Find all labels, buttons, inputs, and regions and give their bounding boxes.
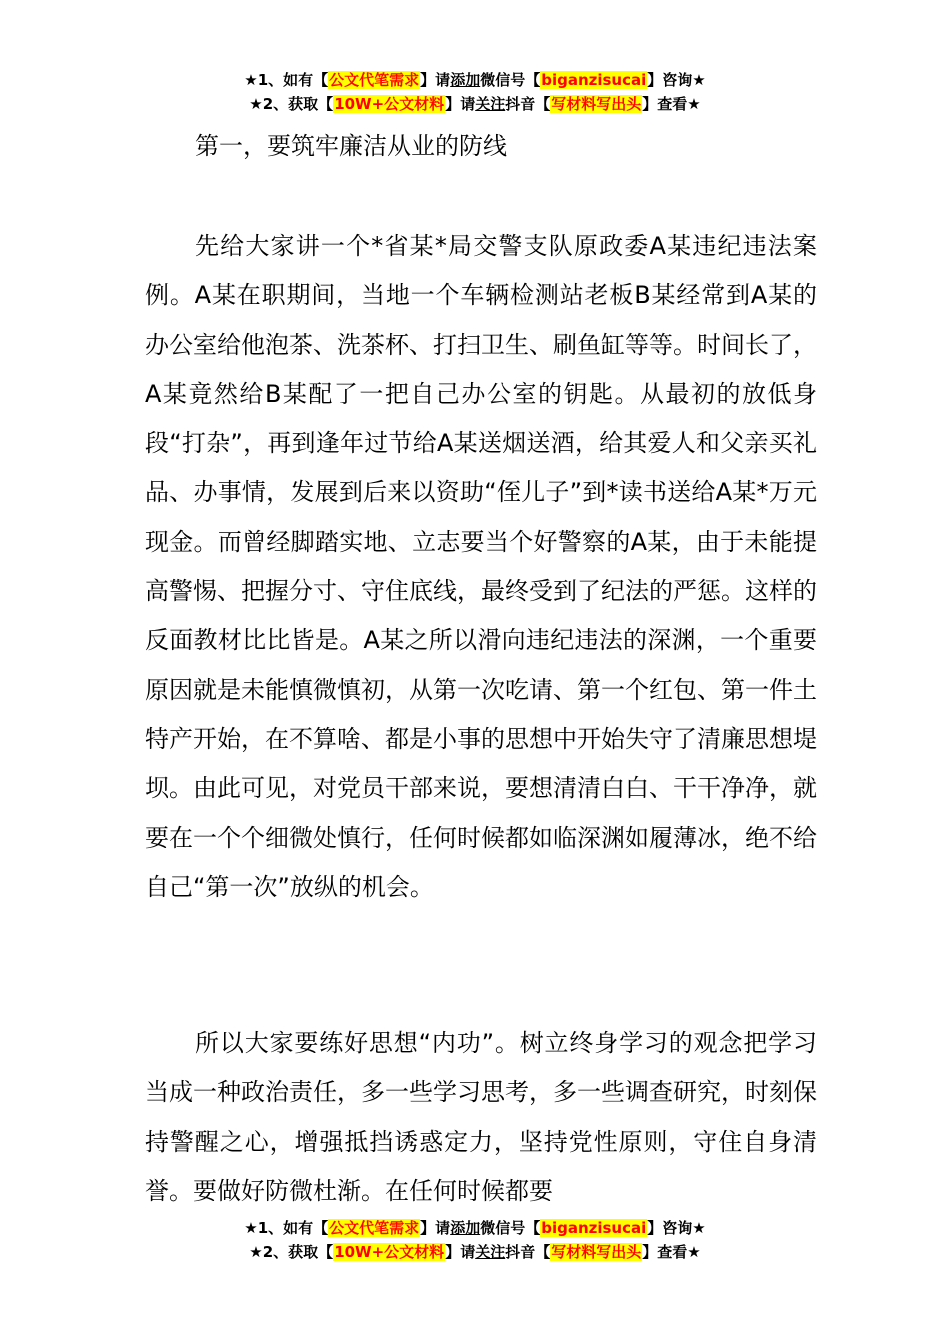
banner-highlight: biganzisucai xyxy=(541,71,647,89)
banner-text: 】咨询★ xyxy=(647,71,706,89)
banner-highlight: 10W+公文材料 xyxy=(334,95,445,113)
banner-text: 微信号【 xyxy=(480,1219,541,1237)
banner-underline: 关注 xyxy=(475,95,506,113)
banner-line-2 xyxy=(0,1240,950,1264)
section-heading: 第一，要筑牢廉洁从业的防线 xyxy=(195,132,507,160)
banner-text: ★1、如有【 xyxy=(244,1219,329,1237)
paragraph-1: 先给大家讲一个*省某*局交警支队原政委A某违纪违法案例。A某在职期间，当地一个车辆检测站老板B某经常到A某的办公室给他泡茶、洗茶杯、打扫卫生、刷鱼缸等等。时间长了，A某竟然给B某配了一把自己办公室的钥匙。从最初的放低身段“打杂”，再到逢年过节给A某送烟送酒，给其爱人和父亲买礼品、办事情，发展到后来以资助“侄儿子”到*读书送给A某*万元现金。而曾经脚踏实地、立志要当个好警察的A某，由于未能提高警惕、把握分寸、守住底线，最终受到了纪法的严惩。这样的反面教材比比皆是。A某之所以滑向违纪违法的深渊，一个重要原因就是未能慎微慎初，从第一次吃请、第一个红包、第一件土特产开始，在不算啥、都是小事的思想中开始失守了清廉思想堤坝。由此可见，对党员干部来说，要想清清白白、干干净净，就要在一个个细微处慎行，任何时候都如临深渊如履薄冰，绝不给自己“第一次”放纵的机会。 xyxy=(145,232,817,901)
banner-text: 】请 xyxy=(445,95,476,113)
paragraph-1-block xyxy=(145,222,817,912)
footer-banner xyxy=(0,1216,950,1264)
paragraph-2-block xyxy=(145,1019,817,1216)
banner-text: ★2、获取【 xyxy=(249,1243,334,1261)
banner-text: 抖音【 xyxy=(505,1243,551,1261)
banner-underline: 关注 xyxy=(475,1243,506,1261)
header-banner xyxy=(0,68,950,116)
banner-line-2 xyxy=(0,92,950,116)
banner-underline: 添加 xyxy=(450,71,481,89)
banner-text: 】请 xyxy=(445,1243,476,1261)
paragraph-2: 所以大家要练好思想“内功”。树立终身学习的观念把学习当成一种政治责任，多一些学习思考，多一些调查研究，时刻保持警醒之心，增强抵挡诱惑定力，坚持党性原则，守住自身清誉。要做好防微杜渐。在任何时候都要 xyxy=(145,1029,817,1205)
banner-text: 】请 xyxy=(420,1219,451,1237)
banner-highlight: 写材料写出头 xyxy=(551,1243,642,1261)
banner-highlight: 写材料写出头 xyxy=(551,95,642,113)
banner-text: ★2、获取【 xyxy=(249,95,334,113)
banner-highlight: biganzisucai xyxy=(541,1219,647,1237)
banner-highlight: 10W+公文材料 xyxy=(334,1243,445,1261)
banner-line-1 xyxy=(0,1216,950,1240)
banner-text: 】查看★ xyxy=(642,95,701,113)
banner-line-1 xyxy=(0,68,950,92)
banner-highlight: 公文代笔需求 xyxy=(329,1219,420,1237)
banner-text: 抖音【 xyxy=(505,95,551,113)
banner-underline: 添加 xyxy=(450,1219,481,1237)
banner-highlight: 公文代笔需求 xyxy=(329,71,420,89)
banner-text: 】查看★ xyxy=(642,1243,701,1261)
banner-text: 】咨询★ xyxy=(647,1219,706,1237)
banner-text: 微信号【 xyxy=(480,71,541,89)
banner-text: ★1、如有【 xyxy=(244,71,329,89)
banner-text: 】请 xyxy=(420,71,451,89)
section-heading-block xyxy=(145,122,817,171)
